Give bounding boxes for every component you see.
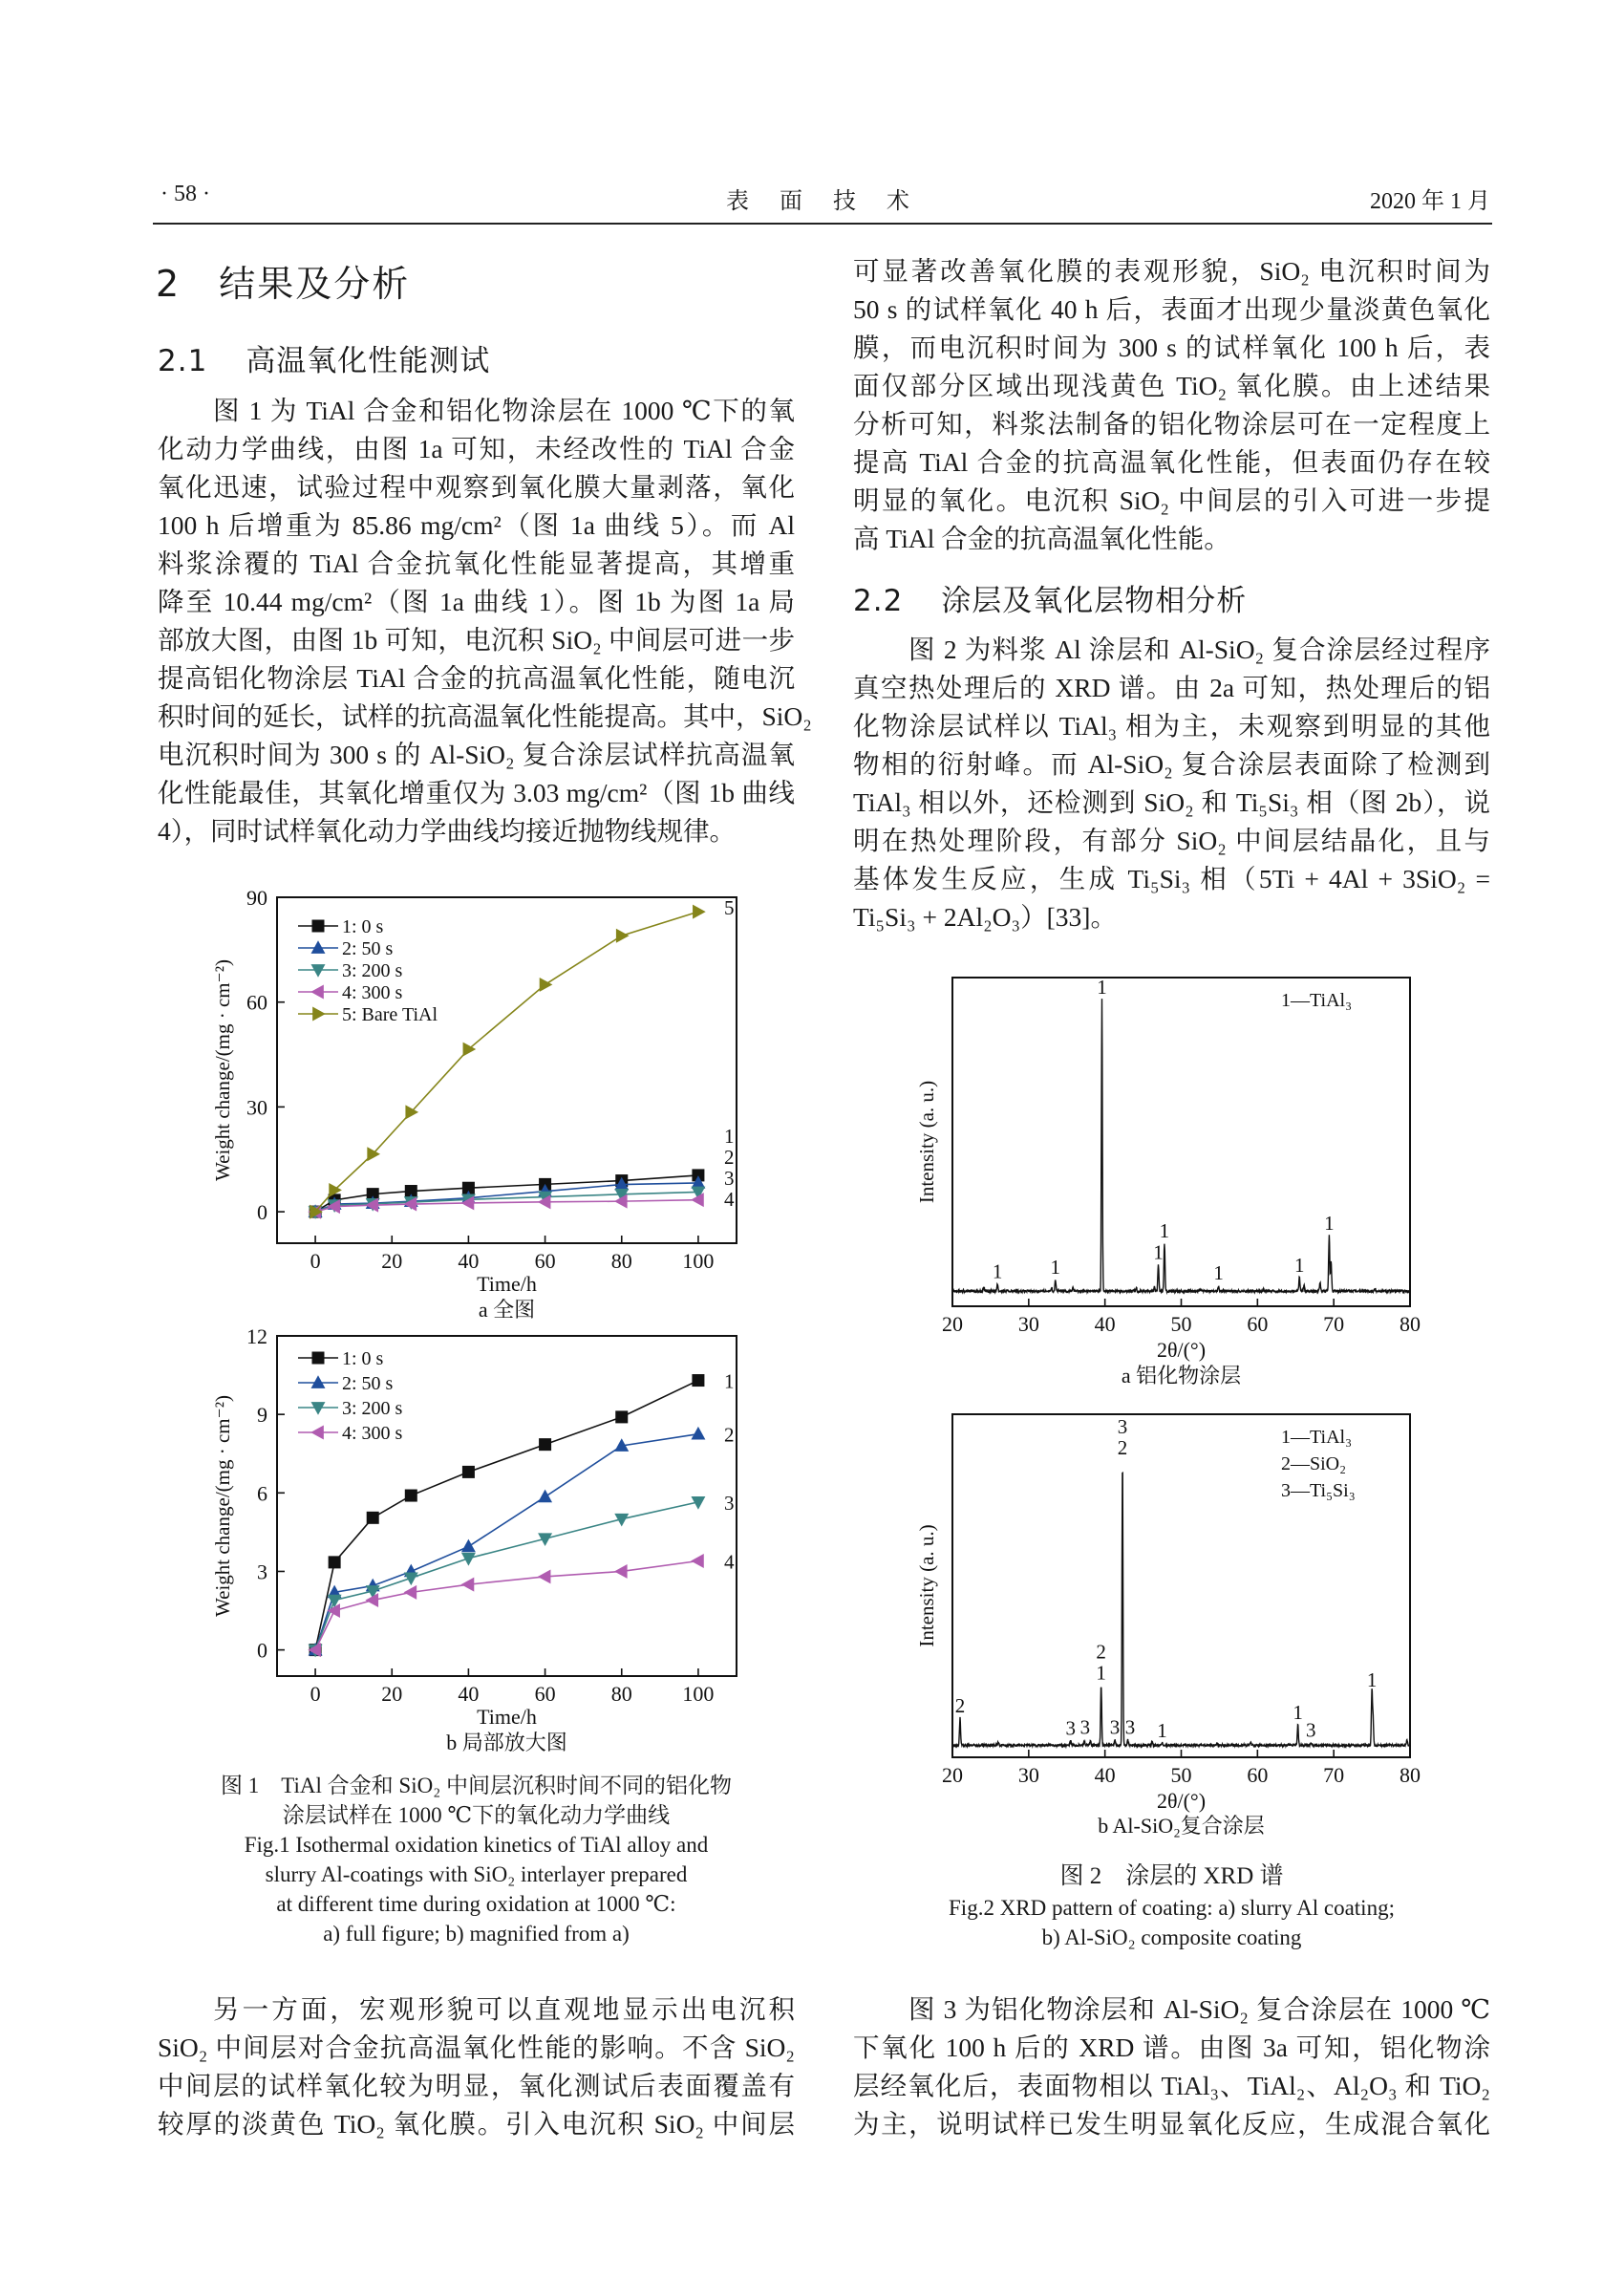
chart-fig1b: [211, 1324, 737, 1754]
peak-label: 3: [1117, 1414, 1128, 1438]
marker-triangle-left: [691, 1554, 704, 1568]
marker-triangle-right: [693, 905, 706, 919]
x-tick-label: 40: [1094, 1763, 1116, 1787]
text-line: 提高铝化物涂层 TiAl 合金的抗高温氧化性能，随电沉: [158, 663, 795, 693]
marker-triangle-left: [614, 1564, 628, 1579]
text-line: 提高 TiAl 合金的抗高温氧化性能，但表面仍存在较: [853, 447, 1490, 477]
x-axis-label: 2θ/(°): [1156, 1338, 1207, 1362]
marker-triangle-right: [616, 929, 630, 943]
text-line: 明显的氧化。电沉积 SiO₂ 中间层的引入可进一步提: [853, 485, 1490, 515]
legend-label: 1: 0 s: [342, 916, 384, 937]
chart-fig1a: [211, 886, 737, 1322]
text-line: 物相的衍射峰。而 Al-SiO₂ 复合涂层表面除了检测到: [853, 749, 1490, 779]
x-axis-label: Time/h: [477, 1272, 537, 1296]
y-axis-label: Weight change/(mg · cm⁻²): [211, 1394, 234, 1618]
peak-label: 1: [1050, 1255, 1061, 1279]
marker-triangle-down: [311, 964, 326, 978]
text-line: TiAl₃ 相以外，还检测到 SiO₂ 和 Ti₅Si₃ 相（图 2b），说: [853, 787, 1490, 817]
marker-triangle-left: [403, 1585, 417, 1600]
peak-label: 1: [1293, 1253, 1305, 1277]
peak-label: 3: [1065, 1716, 1076, 1740]
legend-label: 2: 50 s: [342, 938, 394, 959]
series-end-label: 3: [724, 1167, 735, 1190]
marker-square: [692, 1374, 704, 1387]
x-tick-label: 80: [1400, 1312, 1421, 1336]
series-end-label: 1: [724, 1369, 735, 1393]
series-end-label: 2: [724, 1146, 735, 1169]
x-tick-label: 20: [942, 1763, 963, 1787]
legend-entry: [298, 1004, 438, 1025]
x-tick-label: 70: [1323, 1763, 1345, 1787]
text-line: 中间层的试样氧化较为明显，氧化测试后表面覆盖有: [158, 2071, 795, 2100]
y-tick-label: 6: [257, 1481, 267, 1506]
x-tick-label: 60: [534, 1249, 556, 1273]
subsection-title: 涂层及氧化层物相分析: [941, 584, 1248, 618]
peak-label: 3: [1124, 1715, 1136, 1739]
caption-line: Fig.2 XRD pattern of coating: a) slurry Al coating;: [949, 1896, 1395, 1920]
marker-square: [615, 1410, 628, 1423]
subfigure-caption: a 全图: [478, 1298, 536, 1322]
x-tick-label: 20: [381, 1249, 403, 1273]
series-end-label: 4: [724, 1188, 735, 1211]
series-end-label: 1: [724, 1125, 735, 1148]
text-line: 料浆涂覆的 TiAl 合金抗氧化性能显著提高，其增重: [158, 548, 795, 578]
y-tick-label: 90: [246, 886, 267, 910]
marker-square: [462, 1466, 475, 1478]
x-tick-label: 80: [610, 1249, 632, 1273]
x-tick-label: 70: [1323, 1312, 1345, 1336]
legend-label: 4: 300 s: [342, 1423, 403, 1444]
series-end-label: 3: [724, 1491, 735, 1515]
y-axis-label: Intensity (a. u.): [915, 1524, 938, 1647]
series-4: [308, 1551, 735, 1658]
legend-label: 3: 200 s: [342, 1398, 403, 1419]
peak-label: 1: [1213, 1261, 1224, 1285]
text-line: 积时间的延长，试样的抗高温氧化性能提高。其中，SiO₂: [158, 701, 812, 731]
peak-label: 1: [1097, 975, 1107, 999]
subsection-title: 高温氧化性能测试: [246, 344, 491, 378]
marker-triangle-up: [461, 1539, 476, 1553]
legend-entry: [298, 982, 403, 1003]
text-line: 真空热处理后的 XRD 谱。由 2a 可知，热处理后的铝: [853, 673, 1490, 702]
text-line: 分析可知，料浆法制备的铝化物涂层可在一定程度上: [853, 409, 1490, 439]
text-line: 基体发生反应，生成 Ti₅Si₃ 相（5Ti + 4Al + 3SiO₂ =: [853, 864, 1490, 893]
y-axis-label: Weight change/(mg · cm⁻²): [211, 958, 234, 1182]
marker-square: [367, 1512, 379, 1524]
caption-line: at different time during oxidation at 1000 ℃:: [276, 1892, 676, 1916]
marker-square: [539, 1438, 551, 1451]
legend-label: 2—SiO₂: [1281, 1453, 1347, 1474]
text-line: 化动力学曲线，由图 1a 可知，未经改性的 TiAl 合金: [158, 434, 795, 463]
text-line: 图 1 为 TiAl 合金和铝化物涂层在 1000 ℃下的氧: [213, 396, 795, 425]
x-tick-label: 60: [1247, 1763, 1269, 1787]
text-line: 化性能最佳，其氧化增重仅为 3.03 mg/cm²（图 1b 曲线: [158, 778, 795, 807]
marker-square: [329, 1556, 341, 1568]
legend-entry: [298, 1423, 403, 1444]
series-line: [315, 1561, 698, 1650]
x-tick-label: 60: [534, 1682, 556, 1706]
subsection-number: 2.2: [853, 584, 904, 618]
series-end-label: 2: [724, 1423, 735, 1447]
x-tick-label: 0: [310, 1249, 321, 1273]
x-tick-label: 40: [1094, 1312, 1116, 1336]
text-line: 明在热处理阶段，有部分 SiO₂ 中间层结晶化，且与: [853, 826, 1490, 855]
marker-triangle-left: [310, 1426, 324, 1440]
legend-label: 1: 0 s: [342, 1348, 384, 1369]
legend-label: 4: 300 s: [342, 982, 403, 1003]
peak-label: 1: [1096, 1661, 1106, 1685]
plot-frame: [952, 975, 1410, 1306]
series-2: [309, 1424, 735, 1656]
marker-triangle-left: [310, 985, 324, 1000]
y-tick-label: 3: [257, 1559, 267, 1584]
x-tick-label: 50: [1170, 1312, 1192, 1336]
text-line: 层经氧化后，表面物相以 TiAl₃、TiAl₂、Al₂O₃ 和 TiO₂: [853, 2071, 1490, 2100]
legend-label: 5: Bare TiAl: [342, 1004, 438, 1025]
peak-label: 1: [1324, 1212, 1335, 1236]
chart-fig2a: [915, 976, 1421, 1387]
y-tick-label: 9: [257, 1403, 267, 1428]
text-line: SiO₂ 中间层对合金抗高温氧化性能的影响。不含 SiO₂: [158, 2033, 795, 2062]
section-number: 2: [156, 263, 182, 305]
text-line: 面仅部分区域出现浅黄色 TiO₂ 氧化膜。由上述结果: [853, 371, 1490, 400]
x-axis-label: 2θ/(°): [1156, 1789, 1207, 1813]
y-tick-label: 0: [257, 1200, 267, 1225]
caption-line: b) Al-SiO₂ composite coating: [1041, 1925, 1302, 1949]
x-tick-label: 30: [1017, 1312, 1039, 1336]
marker-triangle-right: [312, 1007, 326, 1022]
marker-triangle-left: [461, 1578, 475, 1592]
text-line: 4），同时试样氧化动力学曲线均接近抛物线规律。: [158, 816, 736, 846]
text-line: 部放大图，由图 1b 可知，电沉积 SiO₂ 中间层可进一步: [158, 625, 795, 655]
peak-label: 1: [1159, 1218, 1170, 1242]
text-line: 膜，而电沉积时间为 300 s 的试样氧化 100 h 后，表: [853, 333, 1490, 362]
peak-label: 3: [1109, 1715, 1121, 1739]
marker-triangle-up: [691, 1427, 705, 1440]
series-end-label: 5: [724, 896, 735, 919]
peak-label: 3: [1305, 1718, 1316, 1742]
legend-label: 1—TiAl₃: [1281, 990, 1353, 1011]
x-tick-label: 80: [610, 1682, 632, 1706]
text-line: 为主，说明试样已发生明显氧化反应，生成混合氧化: [853, 2109, 1490, 2139]
x-tick-label: 100: [682, 1249, 715, 1273]
marker-square: [312, 1352, 325, 1365]
legend-entry: [298, 1373, 394, 1394]
series-end-label: 4: [724, 1550, 735, 1574]
xrd-spectrum: [952, 999, 1410, 1292]
text-line: 另一方面，宏观形貌可以直观地显示出电沉积: [213, 1994, 795, 2024]
marker-triangle-up: [311, 940, 326, 954]
x-tick-label: 30: [1017, 1763, 1039, 1787]
caption-line: a) full figure; b) magnified from a): [323, 1922, 630, 1946]
peak-label: 3: [1079, 1715, 1091, 1739]
text-line: 高 TiAl 合金的抗高温氧化性能。: [853, 524, 1230, 553]
legend-entry: [298, 938, 394, 959]
text-line: 化物涂层试样以 TiAl₃ 相为主，未观察到明显的其他: [853, 711, 1490, 741]
x-axis-label: Time/h: [477, 1705, 537, 1729]
caption-line: slurry Al-coatings with SiO₂ interlayer prepared: [265, 1862, 688, 1886]
x-tick-label: 100: [682, 1682, 715, 1706]
text-line: 50 s 的试样氧化 40 h 后，表面才出现少量淡黄色氧化: [853, 294, 1490, 324]
marker-triangle-up: [538, 1490, 552, 1503]
marker-triangle-right: [540, 978, 553, 992]
caption-line: 图 2 涂层的 XRD 谱: [1059, 1863, 1284, 1889]
legend-entry: [298, 1348, 384, 1369]
x-tick-label: 50: [1170, 1763, 1192, 1787]
text-line: 图 2 为料浆 Al 涂层和 Al-SiO₂ 复合涂层经过程序: [908, 635, 1490, 664]
chart-fig2b: [915, 1414, 1421, 1838]
subsection-number: 2.1: [158, 344, 208, 378]
peak-label: 1: [1366, 1667, 1378, 1691]
peak-label: 2: [1117, 1435, 1128, 1459]
marker-triangle-down: [311, 1402, 326, 1415]
legend-entry: [298, 960, 403, 981]
x-tick-label: 20: [942, 1312, 963, 1336]
marker-triangle-left: [538, 1569, 551, 1583]
series-line: [315, 1502, 698, 1650]
marker-square: [312, 920, 325, 933]
x-tick-label: 80: [1400, 1763, 1421, 1787]
text-line: 100 h 后增重为 85.86 mg/cm²（图 1a 曲线 5）。而 Al: [158, 510, 795, 540]
subfigure-caption: b Al-SiO₂复合涂层: [1098, 1814, 1265, 1838]
text-line: 电沉积时间为 300 s 的 Al-SiO₂ 复合涂层试样抗高温氧: [158, 740, 795, 769]
y-tick-label: 30: [246, 1095, 267, 1120]
text-line: 图 3 为铝化物涂层和 Al-SiO₂ 复合涂层在 1000 ℃: [908, 1994, 1490, 2024]
series-line: [315, 1434, 698, 1650]
text-line: 可显著改善氧化膜的表观形貌，SiO₂ 电沉积时间为: [853, 256, 1490, 286]
text-line: Ti₅Si₃ + 2Al₂O₃）[33]。: [853, 902, 1117, 932]
subfigure-caption: a 铝化物涂层: [1121, 1364, 1242, 1387]
peak-label: 1: [1153, 1240, 1164, 1264]
peak-label: 2: [1096, 1640, 1106, 1664]
legend-label: 1—TiAl₃: [1281, 1427, 1353, 1448]
x-tick-label: 60: [1247, 1312, 1269, 1336]
legend-label: 3: 200 s: [342, 960, 403, 981]
text-line: 较厚的淡黄色 TiO₂ 氧化膜。引入电沉积 SiO₂ 中间层: [158, 2109, 795, 2139]
x-tick-label: 40: [458, 1682, 480, 1706]
text-line: 氧化迅速，试验过程中观察到氧化膜大量剥落，氧化: [158, 472, 795, 502]
text-line: 降至 10.44 mg/cm²（图 1a 曲线 1）。图 1b 为图 1a 局: [158, 587, 795, 616]
peak-label: 1: [992, 1259, 1003, 1283]
peak-label: 1: [1157, 1719, 1167, 1743]
y-tick-label: 60: [246, 990, 267, 1015]
y-axis-label: Intensity (a. u.): [915, 1080, 938, 1204]
caption-line: Fig.1 Isothermal oxidation kinetics of TiAl alloy and: [244, 1833, 709, 1857]
peak-label: 2: [954, 1693, 966, 1717]
text-line: 下氧化 100 h 后的 XRD 谱。由图 3a 可知，铝化物涂: [853, 2033, 1490, 2062]
legend-entry: [298, 916, 384, 937]
legend-label: 2: 50 s: [342, 1373, 394, 1394]
y-tick-label: 12: [246, 1324, 267, 1348]
subfigure-caption: b 局部放大图: [446, 1731, 567, 1754]
legend-label: 3—Ti₅Si₃: [1281, 1480, 1356, 1501]
journal-name: 表 面 技 术: [726, 189, 913, 214]
legend-entry: [298, 1398, 403, 1419]
issue-date: 2020 年 1 月: [1370, 189, 1490, 214]
xrd-spectrum: [952, 1473, 1410, 1746]
x-tick-label: 40: [458, 1249, 480, 1273]
peak-label: 1: [1293, 1700, 1303, 1724]
marker-triangle-up: [311, 1375, 326, 1388]
page-number: · 58 ·: [160, 182, 210, 206]
section-title: 结果及分析: [219, 263, 411, 305]
marker-square: [405, 1490, 417, 1502]
caption-line: 图 1 TiAl 合金和 SiO₂ 中间层沉积时间不同的铝化物: [221, 1774, 732, 1797]
x-tick-label: 20: [381, 1682, 403, 1706]
y-tick-label: 0: [257, 1638, 267, 1663]
x-tick-label: 0: [310, 1682, 321, 1706]
caption-line: 涂层试样在 1000 ℃下的氧化动力学曲线: [282, 1803, 671, 1827]
